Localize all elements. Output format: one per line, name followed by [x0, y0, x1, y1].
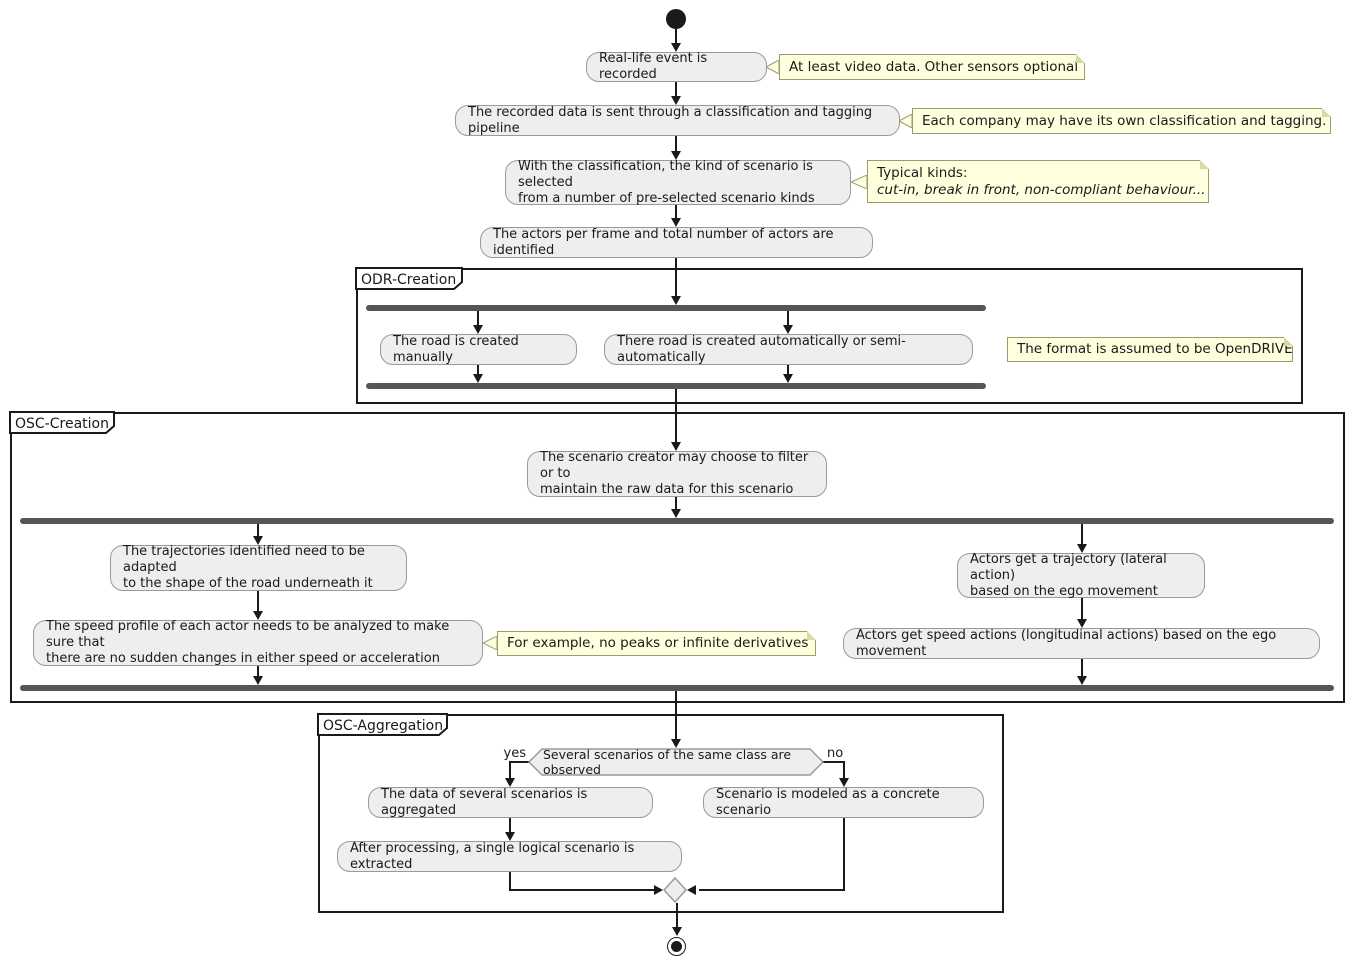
activity-trajectories-adapted	[110, 545, 407, 591]
edge	[509, 872, 511, 890]
activity-label: The scenario creator may choose to filter or to maintain the raw data for this scenario	[540, 450, 809, 497]
edge	[675, 691, 677, 740]
note-opendrive	[1007, 337, 1293, 362]
activity-speed-actions	[843, 628, 1320, 659]
edge	[1081, 659, 1083, 677]
activity-label: Real-life event is recorded	[599, 51, 708, 82]
edge	[1081, 524, 1083, 545]
activity-logical-scenario-extracted	[337, 841, 682, 872]
note-connector	[483, 636, 497, 650]
edge-label-yes: yes	[503, 746, 526, 761]
activity-label: The road is created manually	[393, 333, 519, 365]
activity-classification-pipeline	[455, 105, 900, 136]
activity-label: The recorded data is sent through a classification and tagging pipeline	[468, 104, 873, 136]
activity-label: Actors get a trajectory (lateral action) based on the ego movement	[970, 551, 1167, 599]
edge	[1081, 598, 1083, 620]
note-text: Typical kinds:	[877, 164, 968, 181]
activity-real-life-event	[586, 52, 767, 82]
activity-actors-identified	[480, 227, 873, 258]
edge	[699, 889, 845, 891]
activity-label: With the classification, the kind of scenario is selected from a number of pre-selected scenario kinds	[518, 158, 815, 206]
note-company-classification	[912, 108, 1331, 134]
end-node-core	[671, 941, 682, 952]
activity-label: The speed profile of each actor needs to be analyzed to make sure that there are no sudden changes in either speed or acceleration	[46, 619, 450, 666]
svg-text:OSC-Aggregation: OSC-Aggregation	[323, 718, 444, 734]
edge	[675, 82, 677, 97]
activity-filter-or-maintain	[527, 451, 827, 497]
arrowhead	[253, 676, 263, 685]
edge	[843, 818, 845, 890]
fork-bar	[366, 305, 986, 311]
note-text: cut-in, break in front, non-compliant behaviour...	[877, 181, 1206, 198]
activity-label: Actors get speed actions (longitudinal actions) based on the ego movement	[856, 627, 1277, 659]
decision-question: Several scenarios of the same class are observed	[543, 747, 792, 777]
activity-concrete-scenario	[703, 787, 984, 818]
edge	[509, 889, 654, 891]
edge	[787, 311, 789, 326]
join-bar	[20, 685, 1334, 691]
edge	[477, 311, 479, 326]
note-fold-icon	[1200, 160, 1209, 169]
activity-data-aggregated	[368, 787, 653, 818]
note-connector	[766, 60, 779, 74]
edge	[675, 136, 677, 152]
arrowhead	[687, 885, 696, 895]
arrowhead	[654, 885, 663, 895]
partition-tab-odr-creation	[355, 267, 463, 290]
note-connector	[899, 114, 912, 128]
activity-speed-profile	[33, 620, 483, 666]
edge-no	[843, 762, 845, 779]
activity-kind-of-scenario	[505, 160, 851, 205]
note-connector	[851, 175, 867, 189]
note-fold-icon	[807, 631, 816, 640]
note-fold-icon	[1076, 54, 1085, 63]
merge-diamond	[663, 877, 687, 903]
edge-label-no: no	[827, 746, 844, 761]
join-bar	[366, 383, 986, 389]
edge-no	[823, 761, 845, 763]
start-node	[666, 9, 686, 29]
activity-road-manual	[380, 334, 577, 365]
partition-tab-osc-aggregation	[317, 713, 448, 736]
activity-label: The actors per frame and total number of actors are identified	[493, 226, 834, 258]
arrowhead	[783, 374, 793, 383]
edge	[675, 258, 677, 297]
edge	[675, 389, 677, 443]
activity-label: There road is created automatically or semi-automatically	[617, 333, 906, 365]
note-fold-icon	[1322, 108, 1331, 117]
edge	[509, 818, 511, 833]
arrowhead	[473, 374, 483, 383]
arrowhead	[671, 509, 681, 518]
partition-tab-osc-creation	[9, 411, 115, 434]
note-fold-icon	[1284, 337, 1293, 346]
activity-road-automatic	[604, 334, 973, 365]
edge	[675, 29, 677, 44]
activity-trajectory-lateral	[957, 553, 1205, 598]
note-typical-kinds	[867, 160, 1209, 203]
arrowhead	[1077, 676, 1087, 685]
edge	[675, 205, 677, 219]
svg-text:OSC-Creation: OSC-Creation	[15, 416, 109, 432]
svg-text:ODR-Creation: ODR-Creation	[361, 272, 457, 288]
arrowhead	[671, 296, 681, 305]
note-text: Each company may have its own classification and tagging.	[922, 112, 1327, 129]
note-text: At least video data. Other sensors optional	[789, 58, 1079, 75]
edge	[257, 591, 259, 612]
note-text: For example, no peaks or infinite derivatives	[507, 635, 809, 651]
activity-label: After processing, a single logical scenario is extracted	[350, 840, 635, 872]
edge-yes	[509, 762, 511, 779]
edge	[676, 903, 678, 928]
activity-label: Scenario is modeled as a concrete scenario	[716, 786, 940, 818]
note-text: The format is assumed to be OpenDRIVE	[1017, 341, 1293, 357]
arrowhead	[672, 927, 682, 936]
fork-bar	[20, 518, 1334, 524]
note-derivatives	[497, 631, 816, 656]
activity-label: The trajectories identified need to be adapted to the shape of the road underneath it	[123, 544, 373, 591]
edge-yes	[509, 761, 529, 763]
note-sensors	[779, 54, 1085, 80]
activity-label: The data of several scenarios is aggregated	[381, 786, 588, 818]
